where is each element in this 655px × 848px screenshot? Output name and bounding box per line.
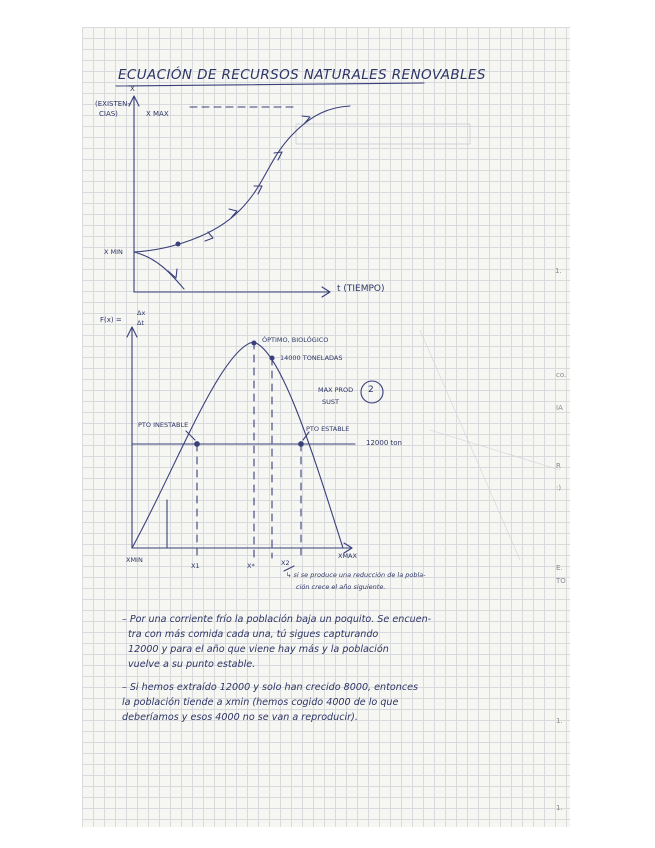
inestable-label: PTO INESTABLE: [138, 421, 189, 429]
title-underline: [116, 83, 424, 86]
margin-mark: 1.: [556, 804, 563, 812]
fx-label: F(x) =: [100, 316, 122, 324]
xstar-label: X*: [247, 562, 255, 570]
graph1-y-label-1: (EXISTEN-: [95, 100, 130, 108]
graph1-y-symbol: X: [130, 85, 135, 93]
graph2-xmax-label: XMAX: [338, 552, 357, 560]
toneladas-point: [270, 356, 274, 360]
note-paragraph-2-line-3: deberíamos y esos 4000 no se van a reproducir).: [122, 712, 358, 723]
margin-mark: :): [556, 484, 562, 492]
note-paragraph-1-line-1: – Por una corriente frío la población baja un poquito. Se encuen-: [122, 614, 432, 625]
graph1-xmax-label: X MAX: [146, 110, 169, 118]
margin-mark: R: [556, 462, 561, 470]
estable-label: PTO ESTABLE: [306, 425, 350, 433]
optimum-point: [252, 341, 256, 345]
faint-diagonal: [420, 330, 520, 560]
margin-mark: 1.: [555, 267, 562, 275]
faint-diagonal-2: [430, 430, 560, 470]
optimo-label: ÓPTIMO, BIOLÓGICO: [262, 336, 329, 344]
estable-pointer: [303, 432, 309, 440]
x2-label: X2: [281, 559, 290, 567]
margin-mark: co.: [556, 371, 567, 379]
margin-mark: E.: [556, 564, 563, 572]
ton-label: 12000 ton: [366, 439, 402, 447]
graph2-xmin-label: XMIN: [126, 556, 143, 564]
fx-numerator: Δx: [137, 309, 146, 317]
max-prod-label-1: MAX PROD: [318, 386, 354, 394]
graph1-xmin-label: X MIN: [104, 248, 123, 256]
note-paragraph-2-line-2: la población tiende a xmin (hemos cogido 4000 de lo que: [122, 697, 399, 708]
x1-label: X1: [191, 562, 200, 570]
note-paragraph-1-line-2: tra con más comida cada una, tú sigues capturando: [128, 629, 379, 640]
note-paragraph-1-line-3: 12000 y para el año que viene hay más y la población: [128, 644, 389, 655]
stable-point: [299, 442, 304, 447]
margin-mark: TO: [556, 577, 566, 585]
graph2-parabola: [132, 342, 343, 548]
graph2-note-2: ción crece el año siguiente.: [296, 583, 386, 591]
inestable-pointer: [186, 431, 195, 440]
note-paragraph-1-line-4: vuelve a su punto estable.: [128, 659, 256, 670]
fx-denominator: Δt: [137, 319, 144, 327]
faint-box: [296, 124, 470, 144]
graph1-point: [176, 242, 180, 246]
unstable-point: [195, 442, 200, 447]
page-title: ECUACIÓN DE RECURSOS NATURALES RENOVABLES: [118, 67, 486, 83]
max-prod-label-2: SUST: [322, 398, 339, 406]
graph1-growth-curve: [134, 106, 350, 252]
margin-mark: 1.: [556, 717, 563, 725]
graph1-y-label-2: CIAS): [99, 110, 118, 118]
circled-number: 2: [368, 385, 374, 395]
graph2-note-1: ↳ si se produce una reducción de la pobla-: [286, 571, 426, 579]
margin-mark: IA: [556, 404, 563, 412]
note-paragraph-2-line-1: – Si hemos extraído 12000 y solo han crecido 8000, entonces: [122, 682, 419, 693]
graph1-x-axis-label: t (TIEMPO): [337, 284, 385, 294]
toneladas-label: 14000 TONELADAS: [280, 354, 343, 362]
